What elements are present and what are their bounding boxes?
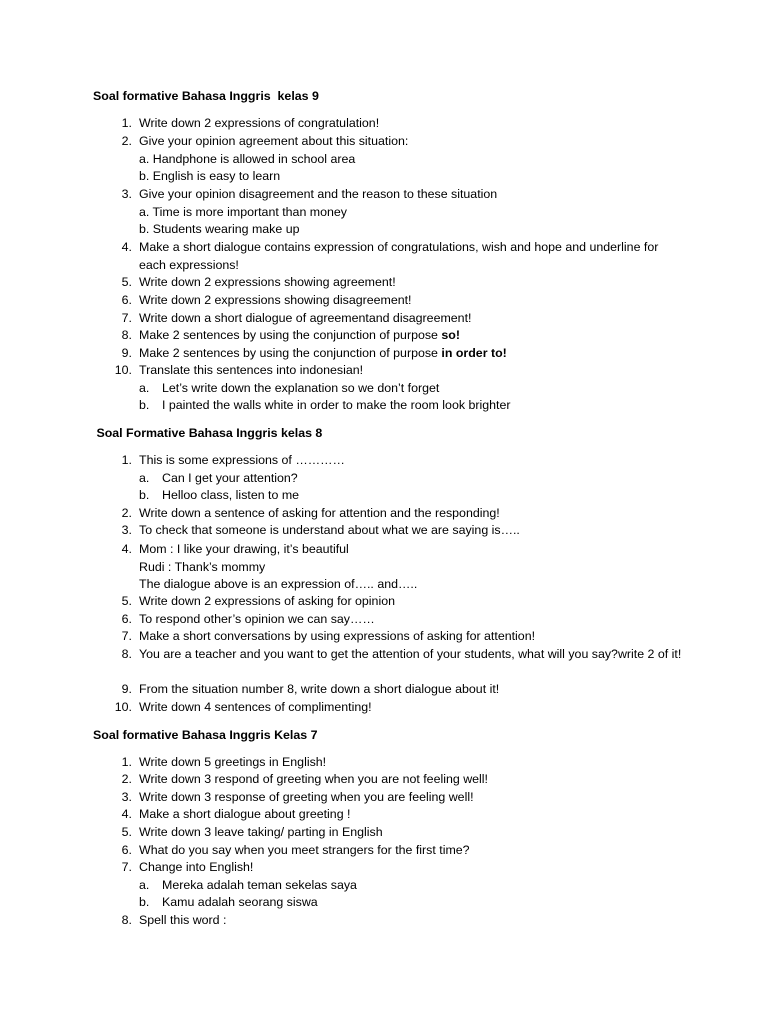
question-emphasis: so! [441,328,460,342]
question-item [121,505,684,523]
question-item [121,754,684,772]
question-number: 6. [121,612,132,626]
question-item [121,133,684,186]
question-number: 7. [121,629,132,643]
sub-item-letter: a. [139,470,150,485]
question-number: 6. [121,843,132,857]
question-item [121,239,684,274]
question-item [121,771,684,789]
question-text: Make 2 sentences by using the conjunction of purpose [139,346,442,360]
question-subline: b. English is easy to learn [139,169,281,184]
question-text: Translate this sentences into indonesian! [139,363,364,377]
question-text: Make 2 sentences by using the conjunction of purpose [139,328,442,342]
question-text: Write down 3 respond of greeting when you are not feeling well! [139,772,488,786]
question-text: Mom : I like your drawing, it’s beautiful [139,542,349,556]
question-text: Make a short dialogue about greeting ! [139,807,351,821]
question-text: Write down 2 expressions showing disagreement! [139,293,412,307]
question-item [121,842,684,860]
question-subline: a. Handphone is allowed in school area [139,151,356,166]
question-number: 4. [121,240,132,254]
question-item [121,611,684,629]
sub-item [139,470,684,488]
sub-item [139,877,684,895]
question-number: 8. [121,913,132,927]
question-item [121,859,684,912]
question-number: 1. [121,755,132,769]
question-item [121,452,684,505]
question-text: Write down 4 sentences of complimenting! [139,700,372,714]
section-heading: Soal Formative Bahasa Inggris kelas 8 [93,426,323,440]
sub-item-text: I painted the walls white in order to make the room look brighter [162,398,511,413]
section-heading: Soal formative Bahasa Inggris kelas 9 [93,89,319,103]
question-item [114,362,684,415]
question-item [121,646,684,664]
sub-item [139,894,684,912]
sub-item-text: Helloo class, listen to me [162,488,300,503]
sub-item-letter: b. [139,488,150,503]
section-heading: Soal formative Bahasa Inggris Kelas 7 [93,728,318,742]
question-text: This is some expressions of ………… [139,453,345,467]
sub-item-letter: a. [139,380,150,395]
sub-item-letter: a. [139,877,150,892]
question-item [121,806,684,824]
question-number: 10. [114,700,132,714]
question-subline: a. Time is more important than money [139,204,347,219]
question-number: 9. [121,682,132,696]
question-item [121,327,684,345]
sub-item-text: Kamu adalah seorang siswa [162,895,318,910]
question-text: Write down a sentence of asking for attention and the responding! [139,506,500,520]
question-text: Write down 3 leave taking/ parting in English [139,825,383,839]
sub-item-text: Can I get your attention? [162,470,298,485]
question-item [121,115,684,133]
question-item [121,593,684,611]
sub-item-letter: b. [139,398,150,413]
sub-item [139,397,684,415]
question-number: 2. [121,134,132,148]
question-text: Write down a short dialogue of agreementand disagreement! [139,311,472,325]
sub-item-text: Mereka adalah teman sekelas saya [162,877,357,892]
sub-item [139,380,684,398]
question-item [121,274,684,292]
question-number: 4. [121,542,132,556]
question-item [121,345,684,363]
question-number: 4. [121,807,132,821]
question-text: Write down 3 response of greeting when you are feeling well! [139,790,474,804]
question-text: Give your opinion disagreement and the reason to these situation [139,187,498,201]
question-number: 5. [121,825,132,839]
question-number: 5. [121,594,132,608]
question-number: 1. [121,116,132,130]
question-item [121,186,684,239]
question-number: 3. [121,523,132,537]
question-subline: The dialogue above is an expression of….. and….. [139,577,418,592]
question-text: Change into English! [139,860,254,874]
question-item [121,310,684,328]
question-text: You are a teacher and you want to get the attention of your students, what will you say?write 2 of it! [139,647,682,661]
question-item [121,522,684,540]
question-item [121,628,684,646]
question-number: 6. [121,293,132,307]
question-text: Write down 5 greetings in English! [139,755,327,769]
question-text: To check that someone is understand about what we are saying is….. [139,523,520,537]
question-text: Write down 2 expressions of congratulation! [139,116,380,130]
sub-item-text: Let’s write down the explanation so we don’t forget [162,380,440,395]
question-item [121,681,684,699]
question-text: Write down 2 expressions of asking for opinion [139,594,395,608]
question-subline: Rudi : Thank’s mommy [139,559,266,574]
question-item [121,541,684,594]
question-item [114,699,684,717]
question-number: 2. [121,506,132,520]
question-text: Write down 2 expressions showing agreement! [139,275,396,289]
question-item [121,824,684,842]
question-number: 7. [121,311,132,325]
question-item [121,789,684,807]
sub-item-letter: b. [139,895,150,910]
question-text: From the situation number 8, write down a short dialogue about it! [139,682,500,696]
question-number: 3. [121,187,132,201]
question-text: Spell this word : [139,913,227,927]
question-emphasis: in order to! [441,346,507,360]
question-number: 5. [121,275,132,289]
sub-item [139,487,684,505]
question-number: 8. [121,647,132,661]
question-number: 1. [121,453,132,467]
question-text: To respond other’s opinion we can say…… [139,612,375,626]
question-text: Make a short conversations by using expressions of asking for attention! [139,629,536,643]
question-subline: b. Students wearing make up [139,222,300,237]
question-text: Make a short dialogue contains expression of congratulations, wish and hope and underline for each expressions! [139,240,659,272]
question-item [121,912,684,930]
question-number: 9. [121,346,132,360]
question-number: 7. [121,860,132,874]
question-text: What do you say when you meet strangers for the first time? [139,843,470,857]
question-item [121,292,684,310]
question-text: Give your opinion agreement about this situation: [139,134,409,148]
question-number: 2. [121,772,132,786]
question-number: 8. [121,328,132,342]
question-number: 3. [121,790,132,804]
question-number: 10. [114,363,132,377]
